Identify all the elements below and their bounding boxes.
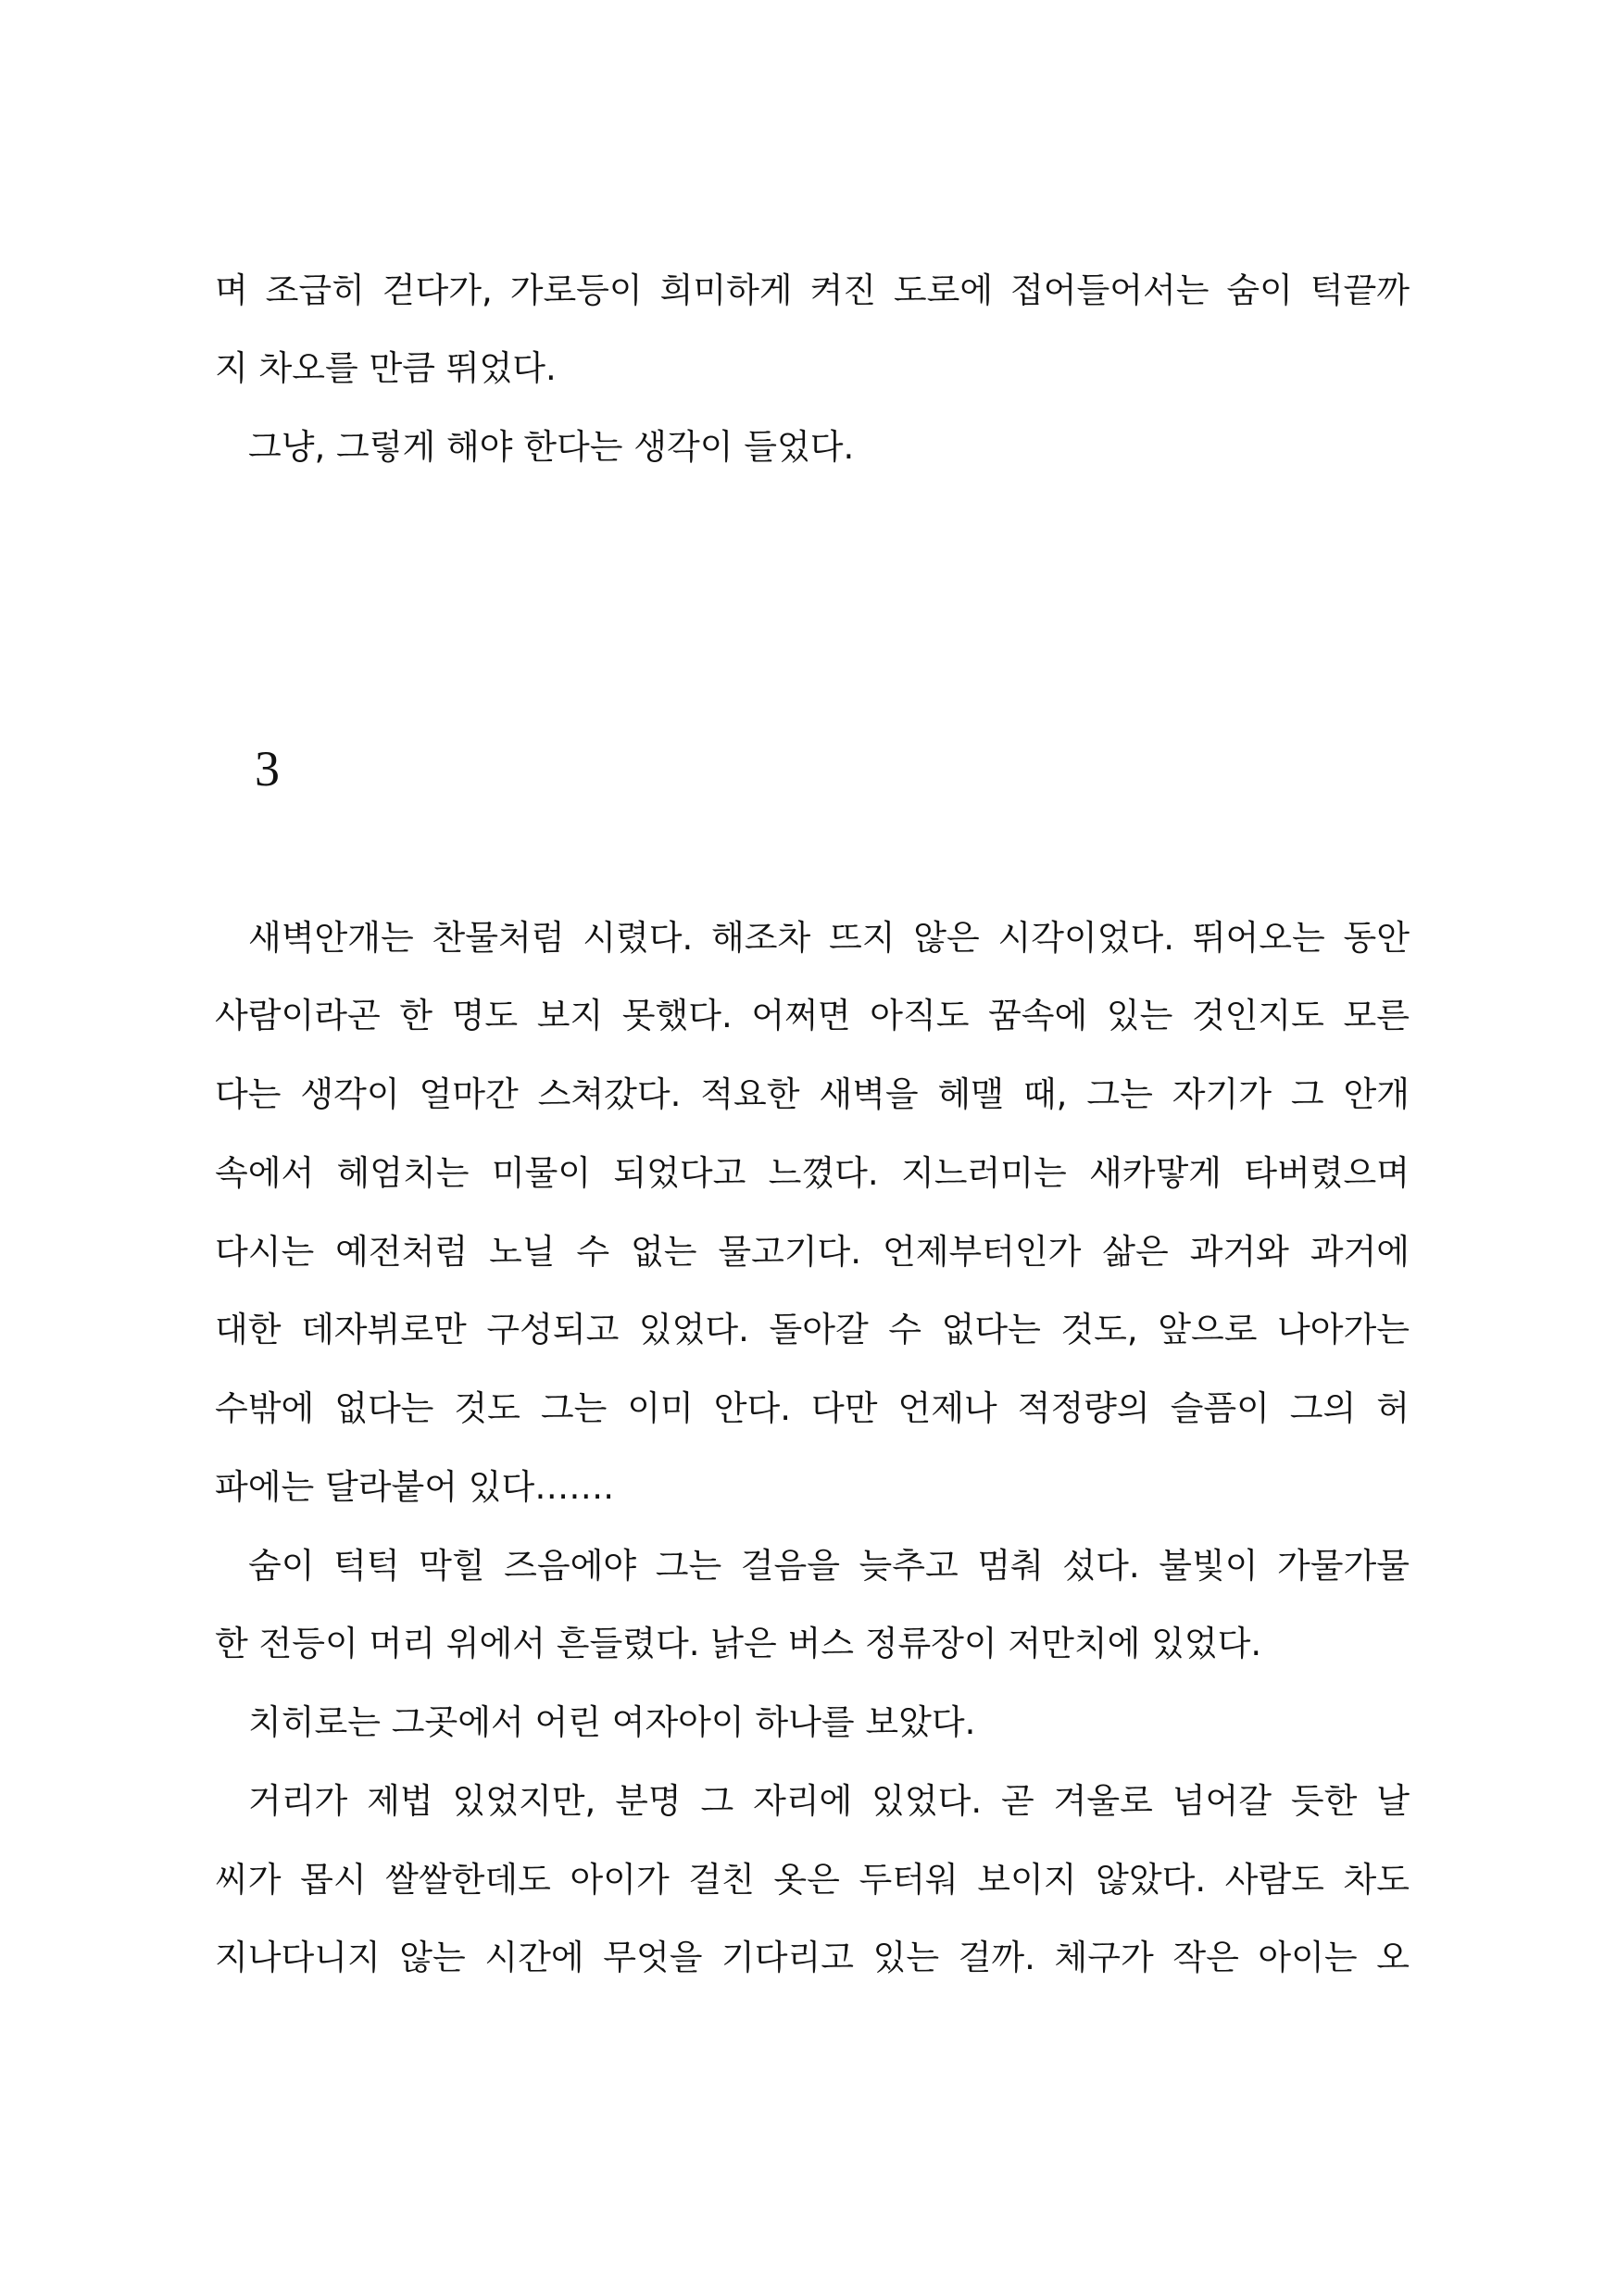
text-line: 수밖에 없다는 것도 그는 이미 안다. 다만 언제나 적정량의 슬픔이 그의 허	[215, 1388, 1410, 1428]
text-line: 사람이라곤 한 명도 보지 못했다. 어쩌면 아직도 꿈속에 있는 것인지도 모른	[215, 996, 1410, 1035]
text-line: 파에는 달라붙어 있다…….	[215, 1467, 614, 1507]
text-line: 대한 데자뷔로만 구성되고 있었다. 돌아갈 수 없다는 것도, 앞으로 나아가는	[215, 1310, 1410, 1349]
text-line: 다는 생각이 얼마간 스쳐갔다. 적요한 새벽을 헤맬 때, 그는 자기가 그 안개	[215, 1074, 1410, 1114]
text-line: 며 조급히 걷다가, 가로등이 희미하게 켜진 도로에 접어들어서는 숨이 턱끝까	[215, 270, 1410, 310]
text-line: 지 차오를 만큼 뛰었다.	[215, 348, 557, 388]
text-line: 새벽안개는 찬물처럼 시렸다. 해조차 뜨지 않은 시각이었다. 뛰어오는 동안	[248, 918, 1410, 958]
text-line: 한 전등이 머리 위에서 흔들렸다. 낡은 버스 정류장이 저만치에 있었다.	[215, 1624, 1262, 1663]
text-line: 그냥, 그렇게 해야 한다는 생각이 들었다.	[248, 427, 855, 467]
text-line: 숨이 턱턱 막힐 즈음에야 그는 걸음을 늦추고 멈춰 섰다. 불빛이 가물가물	[248, 1546, 1410, 1586]
text-line: 거리가 제법 있었지만, 분명 그 자리에 있었다. 곧 겨울로 넘어갈 듯한 날	[248, 1781, 1410, 1821]
text-line: 치히로는 그곳에서 어린 여자아이 하나를 보았다.	[248, 1702, 976, 1742]
text-line: 씨가 몹시 쌀쌀한데도 아이가 걸친 옷은 두터워 보이지 않았다. 사람도 차도	[215, 1860, 1410, 1900]
chapter-number: 3	[255, 741, 280, 797]
text-line: 지나다니지 않는 시간에 무엇을 기다리고 있는 걸까. 체구가 작은 아이는 오	[215, 1938, 1410, 1977]
text-line: 속에서 헤엄치는 미물이 되었다고 느꼈다. 지느러미는 새카맣게 타버렸으며	[215, 1153, 1410, 1193]
text-line: 다시는 예전처럼 노닐 수 없는 물고기다. 언제부터인가 삶은 과거와 과거에	[215, 1232, 1410, 1272]
